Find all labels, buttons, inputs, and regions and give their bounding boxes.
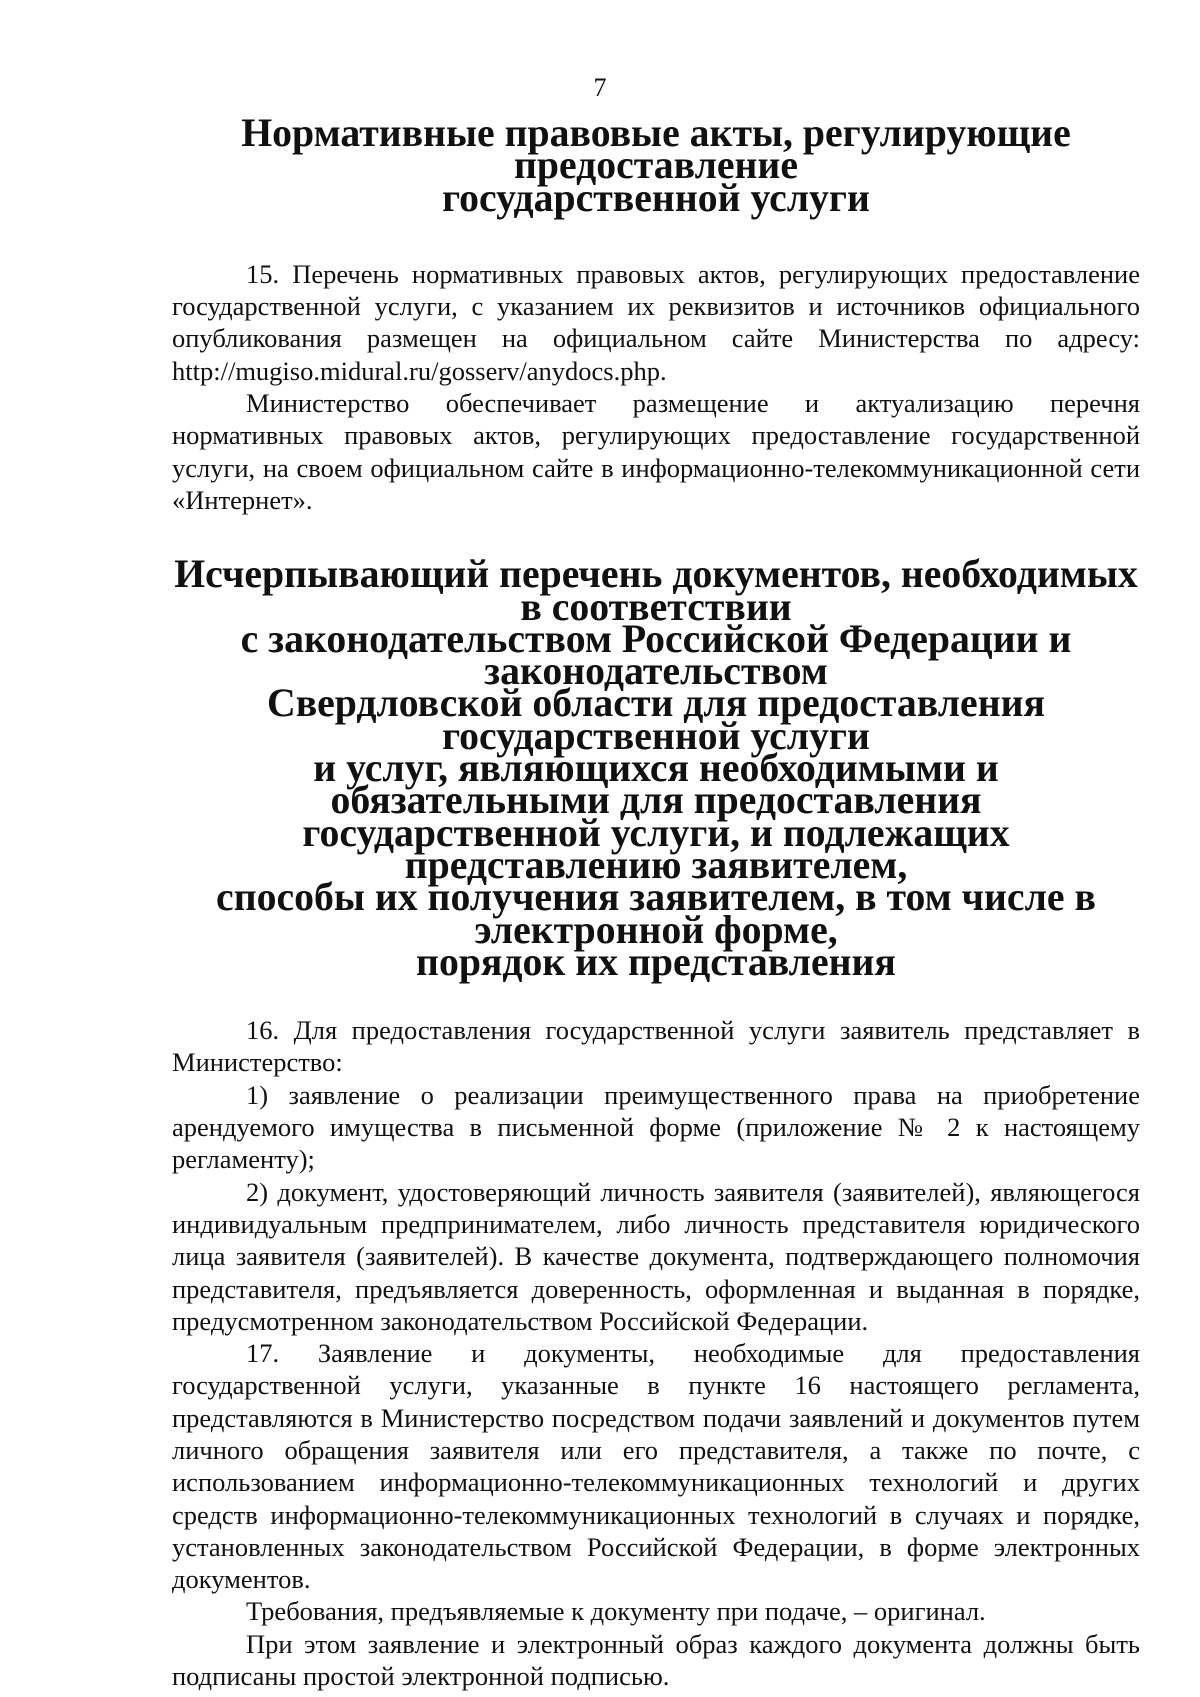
heading-line: Нормативные правовые акты, регулирующие предоставление (241, 111, 1071, 188)
paragraph-15-continued: Министерство обеспечивает размещение и актуализацию перечня нормативных правовых актов, регулирующих предоставление государственной услуги, на своем официальном сайте в информационно-телекоммуникационной сети «Интернет». (172, 388, 1140, 515)
heading-line: способы их получения заявителем, в том числе в электронной форме, (216, 875, 1096, 952)
heading-line: государственной услуги (442, 175, 870, 220)
paragraph-17: 17. Заявление и документы, необходимые для предоставления государственной услуги, указанные в пункте 16 настоящего регламента, представляются в Министерство посредством подачи заявлений и документов путем личного обращения заявителя или его представителя, а также по почте, с использованием информационно-телекоммуникационных технологий и других средств информационно-телекоммуникационных технологий в случаях и порядке, установленных законодательством Российской Федерации, в форме электронных документов. (172, 1338, 1140, 1595)
heading-line: и услуг, являющихся необходимыми и обязательными для предоставления (313, 746, 999, 823)
paragraph-16-item-2: 2) документ, удостоверяющий личность заявителя (заявителей), являющегося индивидуальным предпринимателем, либо личность представителя юридического лица заявителя (заявителей). В качестве документа, подтверждающего полномочия представителя, предъявляется доверенность, оформленная и выданная в порядке, предусмотренном законодательством Российской Федерации. (172, 1176, 1140, 1336)
heading-line: Исчерпывающий перечень документов, необходимых в соответствии (174, 552, 1138, 629)
heading-line: Свердловской области для предоставления государственной услуги (266, 681, 1046, 758)
paragraph-17-requirements: Требования, предъявляемые к документу при подаче, – оригинал. (246, 1596, 986, 1627)
paragraph-17-signature: При этом заявление и электронный образ каждого документа должны быть подписаны простой электронной подписью. (172, 1628, 1140, 1692)
paragraph-16: 16. Для предоставления государственной услуги заявитель представляет в Министерство: (172, 1015, 1140, 1078)
document-body (172, 111, 1140, 1692)
paragraph-15: 15. Перечень нормативных правовых актов, регулирующих предоставление государственной услуги, с указанием их реквизитов и источников официального опубликования размещен на официальном сайте Министерства по адресу: http://mugiso.midural.ru/gosserv/anydocs.php. (172, 258, 1140, 386)
section-heading-normative-acts (172, 111, 1140, 220)
paragraph-16-item-1: 1) заявление о реализации преимущественного права на приобретение арендуемого имущества в письменной форме (приложение № 2 к настоящему регламенту); (172, 1079, 1140, 1175)
heading-line: государственной услуги, и подлежащих представлению заявителем, (302, 810, 1010, 887)
heading-line: с законодательством Российской Федерации и законодательством (240, 616, 1072, 694)
section-heading-documents-list (172, 552, 1140, 984)
heading-line: порядок их представления (416, 939, 896, 984)
page-number: 7 (593, 73, 607, 102)
spacer (172, 214, 1140, 258)
